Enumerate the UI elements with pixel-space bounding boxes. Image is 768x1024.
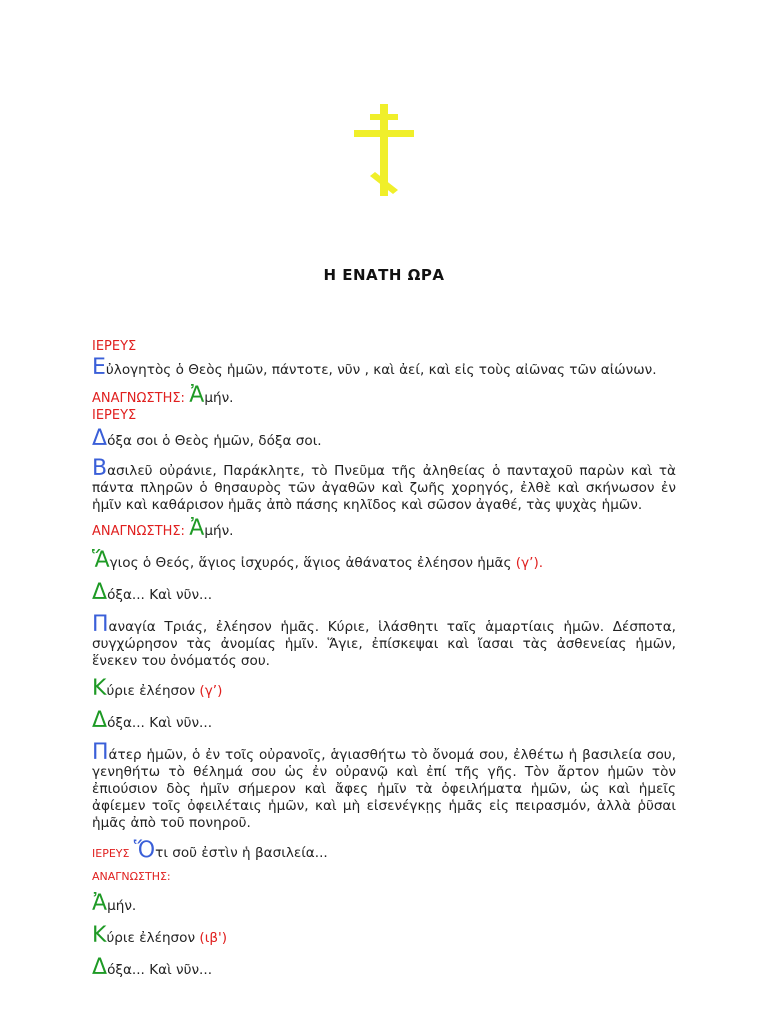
paragraph	[92, 891, 676, 916]
initial-letter: Ὅ	[133, 838, 156, 863]
paragraph	[92, 383, 676, 408]
initial-letter: Ἀ	[92, 891, 108, 916]
paragraph	[92, 426, 676, 451]
paragraph	[92, 580, 676, 605]
paragraph	[92, 355, 676, 380]
initial-letter: Ε	[92, 355, 106, 380]
initial-letter: Κ	[92, 923, 107, 948]
paragraph-text: αναγία Τριάς, ἐλέησον ἡμᾶς. Κύριε, ἱλάσθητι ταῖς ἁμαρτίαις ἡμῶν. Δέσποτα, συγχώρησον τὰς ἀνομίας ἡμῖν. Ἅγιε, ἐπίσκεψαι καὶ ἴασαι τὰς ἀσθενείας ἡμῶν, ἕνεκεν του ὀνόματός σου.	[92, 619, 676, 669]
role-priest: ΙΕΡΕΥΣ	[92, 408, 137, 423]
paragraph-text: ασιλεῦ οὐράνιε, Παράκλητε, τὸ Πνεῦμα τῆς ἀληθείας ὁ πανταχοῦ παρὼν καὶ τὰ πάντα πληρῶν ὁ θησαυρὸς τῶν ἀγαθῶν καὶ ζωῆς χορηγός, ἐλθὲ καὶ σκήνωσον ἐν ἡμῖν καὶ καθάρισον ἡμᾶς ἀπὸ πάσης κηλῖδος καὶ σῶσον ἀγαθέ, τὰς ψυχὰς ἡμῶν.	[92, 463, 676, 513]
initial-letter: Κ	[92, 676, 107, 701]
initial-letter: Δ	[92, 580, 108, 605]
paragraph-text: μήν.	[107, 898, 137, 914]
initial-letter: Ἅ	[92, 548, 110, 573]
initial-letter: Δ	[92, 955, 108, 980]
paragraph-text: τι σοῦ ἐστὶν ἡ βασιλεία...	[155, 845, 328, 861]
initial-letter: Β	[92, 456, 108, 481]
paragraph-text: μήν.	[204, 523, 234, 539]
paragraph-text: μήν.	[204, 390, 234, 406]
paragraph	[92, 838, 676, 863]
page-title: Η ΕΝΑΤΗ ΩΡΑ	[323, 266, 445, 284]
role-priest: ΙΕΡΕΥΣ	[92, 847, 130, 860]
paragraph-text: ύριε ἐλέησον	[106, 683, 196, 699]
role-reader: ΑΝΑΓΝΩΣΤΗΣ:	[92, 391, 185, 406]
initial-letter: Ἀ	[189, 516, 205, 541]
initial-letter: Δ	[92, 708, 108, 733]
role-priest: ΙΕΡΕΥΣ	[92, 339, 137, 354]
orthodox-cross-icon	[348, 104, 420, 200]
role-reader: ΑΝΑΓΝΩΣΤΗΣ:	[92, 870, 171, 883]
repeat-mark: (γ’)	[199, 683, 223, 699]
paragraph-text: όξα... Καὶ νῦν...	[107, 715, 213, 731]
paragraph	[92, 740, 676, 832]
paragraph-text: όξα σοι ὁ Θεὸς ἡμῶν, δόξα σοι.	[107, 433, 322, 449]
initial-letter: Δ	[92, 426, 108, 451]
paragraph	[92, 708, 676, 733]
paragraph	[92, 548, 676, 573]
paragraph	[92, 612, 676, 670]
document-body	[92, 338, 676, 979]
paragraph	[92, 676, 676, 701]
paragraph-text: γιος ὁ Θεός, ἅγιος ἰσχυρός, ἅγιος ἀθάνατος ἐλέησον ἡμᾶς	[109, 555, 512, 571]
initial-letter: Ἀ	[189, 383, 205, 408]
repeat-mark: (γ’).	[515, 555, 544, 571]
paragraph	[92, 955, 676, 980]
initial-letter: Π	[92, 740, 109, 765]
paragraph-text: άτερ ἡμῶν, ὁ ἐν τοῖς οὐρανοῖς, ἁγιασθήτω τὸ ὄνομά σου, ἐλθέτω ἡ βασιλεία σου, γενηθήτω τὸ θέλημά σου ὡς ἐν οὐρανῷ καὶ ἐπί τῆς γῆς. Τὸν ἄρτον ἡμῶν τὸν ἐπιούσιον δὸς ἡμῖν σήμερον καὶ ἄφες ἡμῖν τὰ ὀφειλήματα ἡμῶν, ὡς καὶ ἡμεῖς ἀφίεμεν τοῖς ὀφειλέταις ἡμῶν, καὶ μὴ εἰσενέγκῃς ἡμᾶς εἰς πειρασμόν, ἀλλὰ ῥῦσαι ἡμᾶς ἀπὸ τοῦ πονηροῦ.	[92, 747, 676, 831]
paragraph-text: ὐλογητὸς ὁ Θεὸς ἡμῶν, πάντοτε, νῦν , καὶ ἀεί, καὶ εἰς τοὺς αἰῶνας τῶν αἰώνων.	[105, 362, 657, 378]
paragraph	[92, 923, 676, 948]
paragraph	[92, 456, 676, 514]
paragraph-text: όξα... Καὶ νῦν...	[107, 962, 213, 978]
role-reader: ΑΝΑΓΝΩΣΤΗΣ:	[92, 524, 185, 539]
initial-letter: Π	[92, 612, 109, 637]
paragraph-text: ύριε ἐλέησον	[106, 930, 196, 946]
repeat-mark: (ιβ')	[199, 930, 228, 946]
paragraph	[92, 516, 676, 541]
paragraph-text: όξα... Καὶ νῦν...	[107, 587, 213, 603]
